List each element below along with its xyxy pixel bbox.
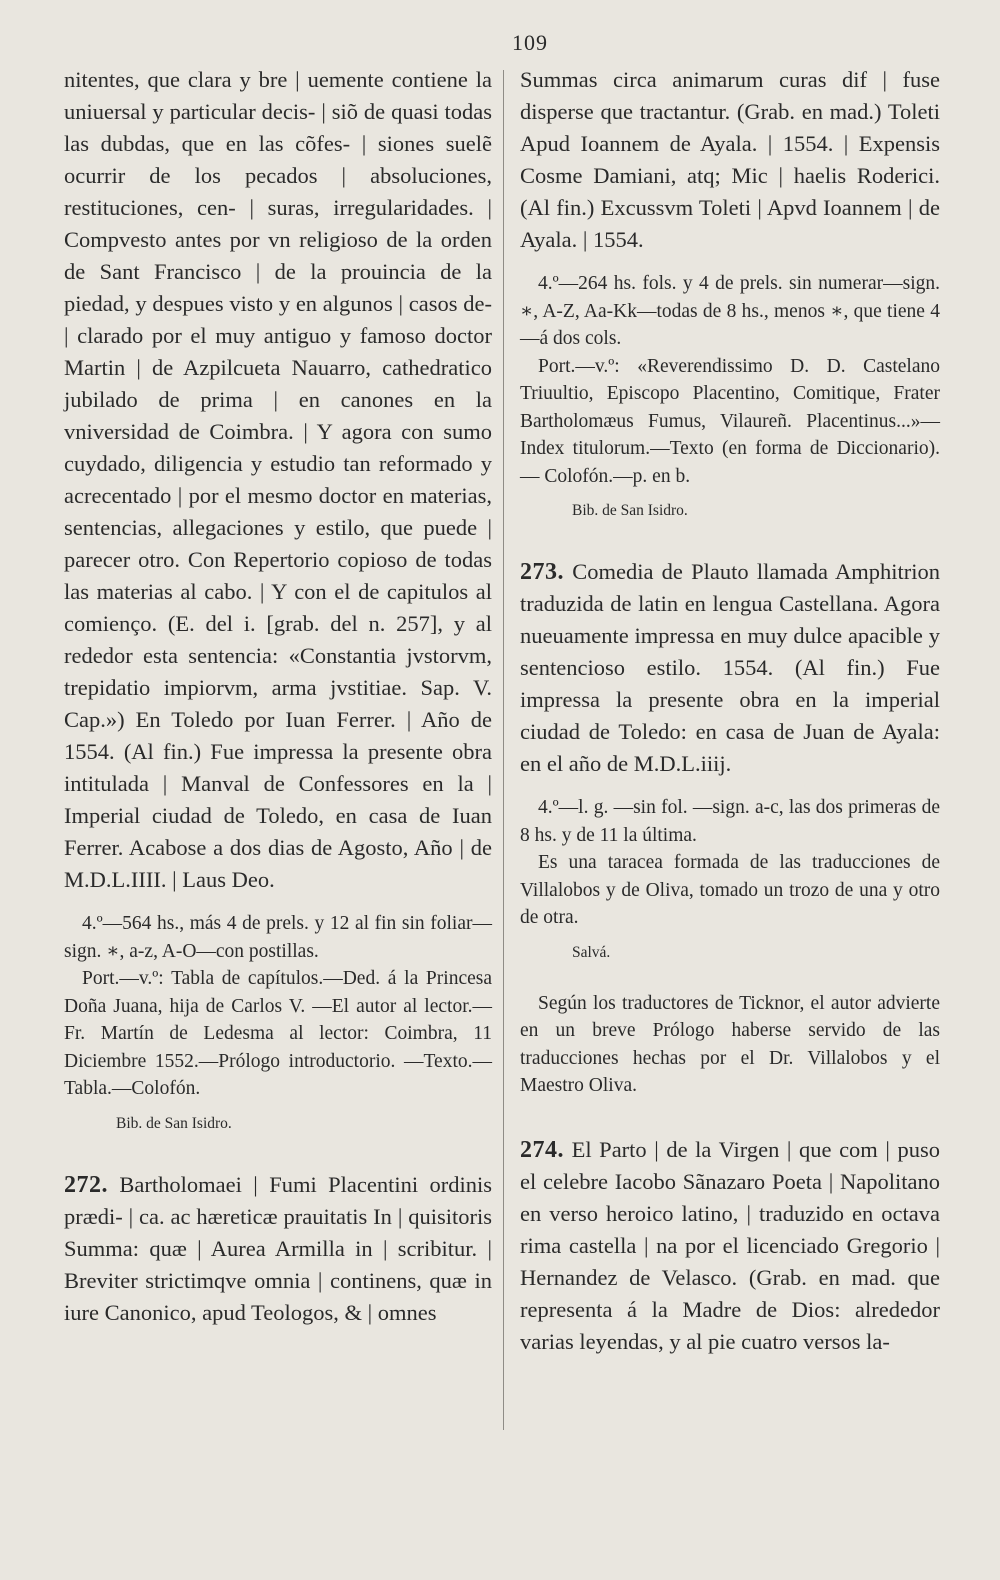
entry-number: 274. (520, 1136, 564, 1163)
physical-description: 4.º—564 hs., más 4 de prels. y 12 al fin sin foliar—sign. ∗, a-z, A-O—con postillas. (64, 913, 492, 962)
entry-273 (520, 556, 940, 780)
library-source: Salvá. (572, 943, 611, 961)
contents-description: Port.—v.º: «Reverendissimo D. D. Castelano Triuultio, Episcopo Placentino, Comitique, Frater Bartholomæus Fumus, Vilaureñ. Placentinus...»—Index titulorum.—Texto (en forma de Diccionario).— Colofón.—p. en b. (520, 355, 940, 487)
translator-note: Según los traductores de Ticknor, el autor advierte en un breve Prólogo haberse servido de las traducciones hechas por el Dr. Villalobos y el Maestro Oliva. (520, 992, 940, 1096)
entry-continuation: Summas circa animarum curas dif | fuse disperse que tractantur. (Grab. en mad.) Toleti Apud Ioannem de Ayala. | 1554. | Expensis Cosme Damiani, atq; Mic | haelis Roderici. (Al fin.) Excussvm Toleti | Apvd Ioannem | de Ayala. | 1554. (520, 67, 940, 252)
physical-description: 4.º—l. g. —sin fol. —sign. a-c, las dos primeras de 8 hs. y de 11 la última. (520, 797, 940, 846)
entry-number: 273. (520, 559, 564, 585)
entry-number: 272. (64, 1171, 108, 1198)
entry-continuation: nitentes, que clara y bre | uemente contiene la uniuersal y particular decis- | siõ de quasi todas las dubdas, que en las cõfes- | siones suelẽ ocurrir de los pecados | absoluciones, restituciones, cen- | suras, irregularidades. | Compvesto antes por vn religioso de la orden de Sant Francisco | de la prouincia de la piedad, y despues visto y en algunos | casos de- | clarado por el muy antiguo y famoso doctor Martin | de Azpilcueta Nauarro, cathedratico jubilado de prima | en canones en la vniversidad de Coimbra. | Y agora con sumo cuydado, diligencia y estudio tan reformado y acrecentado | por el mesmo doctor en materias, sentencias, allegaciones y estilo, que puede | parecer otro. Con Repertorio copioso de todas las materias al cabo. | Y con el de capitulos al comienço. (E. del i. [grab. del n. 257], y al rededor esta sentencia: «Constantia jvstorvm, trepidatio impiorvm, arma jvstitiae. Sap. V. Cap.») En Toledo por Iuan Ferrer. | Año de 1554. (Al fin.) Fue impressa la presente obra intitulada | Manval de Confessores en la | Imperial ciudad de Toledo, en casa de Iuan Ferrer. Acabose a dos dias de Agosto, Año | de M.D.L.IIII. | Laus Deo. (64, 67, 492, 892)
right-column (520, 64, 940, 1358)
left-column (64, 64, 492, 1329)
entry-text: Bartholomaei | Fumi Placentini ordinis prædi- | ca. ac hæreticæ prauitatis In | quisitoris Summa: quæ | Aurea Armilla in | scribitur. | Breviter strictimqve omnia | continens, quæ in iure Canonico, apud Teologos, & | omnes (64, 1171, 492, 1325)
column-divider (503, 70, 504, 1430)
library-source: Bib. de San Isidro. (116, 1114, 232, 1132)
commentary: Es una taracea formada de las traducciones de Villalobos y de Oliva, tomado un trozo de una y otro de otra. (520, 852, 940, 928)
physical-description: 4.º—264 hs. fols. y 4 de prels. sin numerar—sign. ∗, A-Z, Aa-Kk—todas de 8 hs., menos ∗, que tiene 4—á dos cols. (520, 273, 940, 349)
entry-text: El Parto | de la Virgen | que com | puso el celebre Iacobo Sãnazaro Poeta | Napolitano en verso heroico latino, | traduzido en octava rima castella | na por el licenciado Gregorio | Hernandez de Velasco. (Grab. en mad. que representa á la Madre de Dios: alrededor varias leyendas, y al pie cuatro versos la- (520, 1136, 940, 1354)
entry-272 (64, 1169, 492, 1329)
entry-274 (520, 1134, 940, 1358)
library-source: Bib. de San Isidro. (572, 502, 688, 519)
page-number: 109 (512, 30, 548, 55)
entry-text: Comedia de Plauto llamada Amphitrion traduzida de latin en lengua Castellana. Agora nueuamente impressa en muy dulce apacible y sentencioso estilo. 1554. (Al fin.) Fue impressa la presente obra en la imperial ciudad de Toledo: en casa de Juan de Ayala: en el año de M.D.L.iiij. (520, 559, 940, 776)
contents-description: Port.—v.º: Tabla de capítulos.—Ded. á la Princesa Doña Juana, hija de Carlos V. —El autor al lector.—Fr. Martín de Ledesma al lector: Coimbra, 11 Diciembre 1552.—Prólogo introductorio. —Texto.— Tabla.—Colofón. (64, 968, 492, 1099)
